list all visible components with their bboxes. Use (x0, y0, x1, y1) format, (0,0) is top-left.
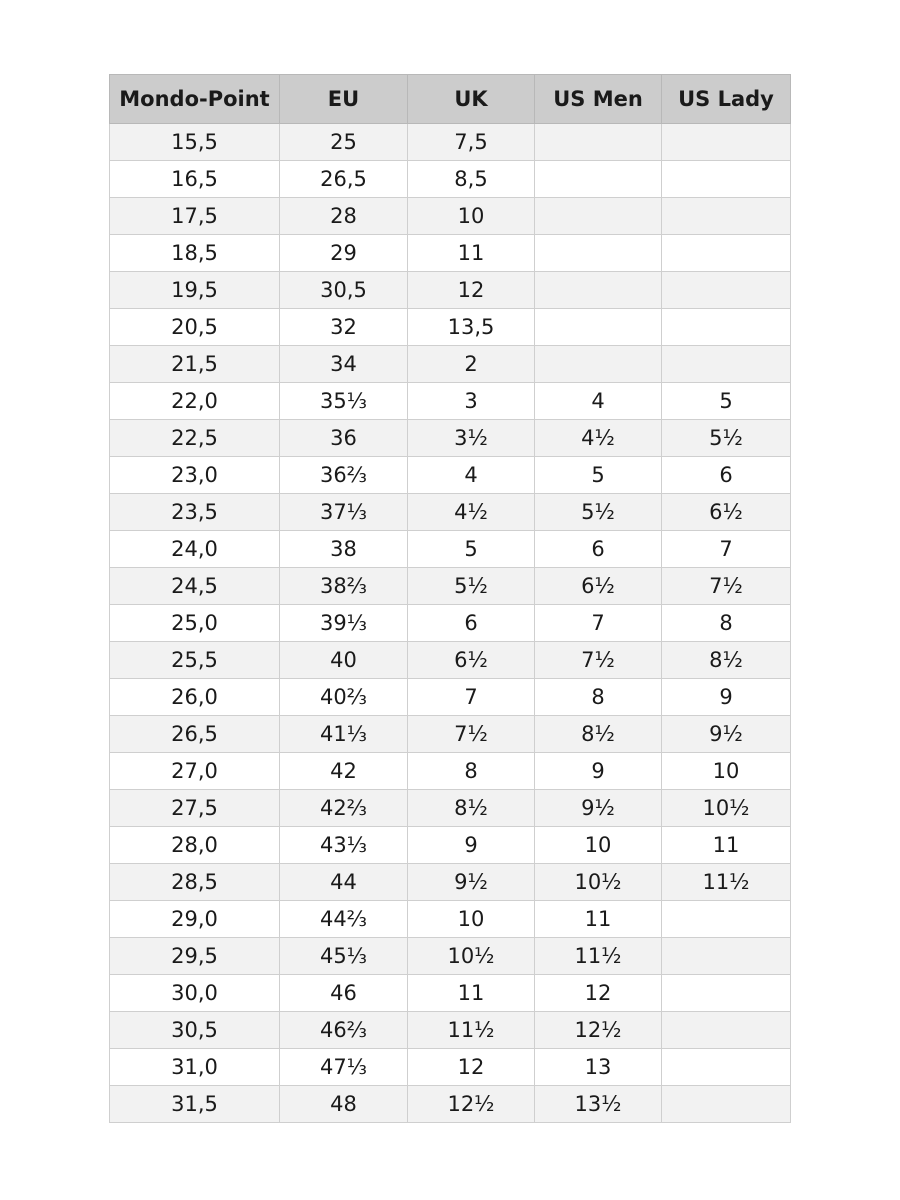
cell-uk: 7½ (408, 716, 535, 753)
cell-us-men: 9 (535, 753, 662, 790)
cell-us-men: 6 (535, 531, 662, 568)
cell-mondo-point: 16,5 (110, 161, 280, 198)
cell-us-men: 5½ (535, 494, 662, 531)
cell-us-men: 7½ (535, 642, 662, 679)
cell-mondo-point: 27,5 (110, 790, 280, 827)
cell-uk: 9 (408, 827, 535, 864)
cell-mondo-point: 23,5 (110, 494, 280, 531)
table-body (110, 124, 791, 1123)
cell-eu: 35⅓ (280, 383, 408, 420)
cell-us-lady: 8 (662, 605, 791, 642)
cell-mondo-point: 25,5 (110, 642, 280, 679)
cell-uk: 12 (408, 272, 535, 309)
cell-us-men: 5 (535, 457, 662, 494)
cell-us-men: 13 (535, 1049, 662, 1086)
cell-uk: 4 (408, 457, 535, 494)
cell-us-lady: 7½ (662, 568, 791, 605)
table-row (110, 1086, 791, 1123)
cell-us-lady: 10 (662, 753, 791, 790)
cell-eu: 38 (280, 531, 408, 568)
cell-us-lady: 7 (662, 531, 791, 568)
cell-eu: 43⅓ (280, 827, 408, 864)
cell-us-men (535, 161, 662, 198)
cell-mondo-point: 28,5 (110, 864, 280, 901)
cell-eu: 28 (280, 198, 408, 235)
cell-us-lady (662, 1012, 791, 1049)
cell-mondo-point: 29,0 (110, 901, 280, 938)
cell-us-men: 10½ (535, 864, 662, 901)
cell-us-lady: 9½ (662, 716, 791, 753)
cell-us-men: 12 (535, 975, 662, 1012)
cell-us-lady: 11 (662, 827, 791, 864)
cell-mondo-point: 18,5 (110, 235, 280, 272)
cell-us-men: 6½ (535, 568, 662, 605)
table-row (110, 1012, 791, 1049)
cell-us-lady (662, 938, 791, 975)
cell-us-lady (662, 1086, 791, 1123)
cell-eu: 25 (280, 124, 408, 161)
table-row (110, 568, 791, 605)
cell-eu: 42⅔ (280, 790, 408, 827)
cell-uk: 10 (408, 901, 535, 938)
table-row (110, 235, 791, 272)
cell-us-men: 9½ (535, 790, 662, 827)
cell-eu: 48 (280, 1086, 408, 1123)
table-row (110, 272, 791, 309)
cell-us-lady: 6 (662, 457, 791, 494)
cell-uk: 10 (408, 198, 535, 235)
cell-us-men: 8 (535, 679, 662, 716)
cell-uk: 3½ (408, 420, 535, 457)
cell-eu: 44 (280, 864, 408, 901)
cell-eu: 44⅔ (280, 901, 408, 938)
table-row (110, 901, 791, 938)
cell-us-men: 4 (535, 383, 662, 420)
cell-us-men (535, 124, 662, 161)
table-row (110, 1049, 791, 1086)
cell-us-lady (662, 1049, 791, 1086)
cell-us-men (535, 309, 662, 346)
table-row (110, 975, 791, 1012)
cell-eu: 40 (280, 642, 408, 679)
cell-uk: 12 (408, 1049, 535, 1086)
table-row (110, 716, 791, 753)
cell-us-lady (662, 975, 791, 1012)
cell-uk: 5 (408, 531, 535, 568)
cell-mondo-point: 30,0 (110, 975, 280, 1012)
cell-mondo-point: 19,5 (110, 272, 280, 309)
cell-uk: 11 (408, 235, 535, 272)
cell-mondo-point: 24,5 (110, 568, 280, 605)
cell-us-lady: 11½ (662, 864, 791, 901)
cell-us-lady (662, 272, 791, 309)
cell-mondo-point: 25,0 (110, 605, 280, 642)
cell-us-lady (662, 309, 791, 346)
table-row (110, 753, 791, 790)
cell-us-men (535, 272, 662, 309)
table-row (110, 124, 791, 161)
table-row (110, 457, 791, 494)
cell-uk: 7,5 (408, 124, 535, 161)
cell-mondo-point: 22,0 (110, 383, 280, 420)
cell-uk: 6½ (408, 642, 535, 679)
table-row (110, 938, 791, 975)
table-row (110, 864, 791, 901)
cell-us-men (535, 198, 662, 235)
cell-eu: 36 (280, 420, 408, 457)
cell-eu: 41⅓ (280, 716, 408, 753)
cell-us-men: 4½ (535, 420, 662, 457)
header-row (110, 75, 791, 124)
cell-mondo-point: 20,5 (110, 309, 280, 346)
cell-mondo-point: 29,5 (110, 938, 280, 975)
cell-uk: 13,5 (408, 309, 535, 346)
cell-mondo-point: 28,0 (110, 827, 280, 864)
cell-us-lady: 5½ (662, 420, 791, 457)
table-row (110, 679, 791, 716)
table-row (110, 642, 791, 679)
cell-us-lady (662, 124, 791, 161)
cell-us-lady: 10½ (662, 790, 791, 827)
table-header (110, 75, 791, 124)
size-conversion-table (109, 74, 791, 1123)
cell-eu: 30,5 (280, 272, 408, 309)
header-mondo-point: Mondo-Point (110, 75, 280, 124)
header-uk: UK (408, 75, 535, 124)
cell-us-lady (662, 346, 791, 383)
cell-uk: 5½ (408, 568, 535, 605)
cell-uk: 11½ (408, 1012, 535, 1049)
table-row (110, 531, 791, 568)
cell-eu: 45⅓ (280, 938, 408, 975)
cell-us-lady: 8½ (662, 642, 791, 679)
cell-us-men: 12½ (535, 1012, 662, 1049)
cell-uk: 9½ (408, 864, 535, 901)
cell-uk: 8 (408, 753, 535, 790)
cell-eu: 46 (280, 975, 408, 1012)
table-row (110, 198, 791, 235)
table-row (110, 309, 791, 346)
header-us-men: US Men (535, 75, 662, 124)
cell-us-lady: 9 (662, 679, 791, 716)
cell-eu: 42 (280, 753, 408, 790)
table-row (110, 494, 791, 531)
table-row (110, 161, 791, 198)
cell-eu: 40⅔ (280, 679, 408, 716)
cell-us-men: 10 (535, 827, 662, 864)
cell-us-lady (662, 161, 791, 198)
cell-us-lady: 6½ (662, 494, 791, 531)
cell-mondo-point: 24,0 (110, 531, 280, 568)
cell-uk: 11 (408, 975, 535, 1012)
cell-mondo-point: 23,0 (110, 457, 280, 494)
cell-us-men (535, 346, 662, 383)
cell-mondo-point: 31,5 (110, 1086, 280, 1123)
cell-eu: 38⅔ (280, 568, 408, 605)
cell-us-lady (662, 901, 791, 938)
cell-us-lady (662, 235, 791, 272)
cell-uk: 10½ (408, 938, 535, 975)
cell-mondo-point: 21,5 (110, 346, 280, 383)
cell-eu: 29 (280, 235, 408, 272)
cell-mondo-point: 26,5 (110, 716, 280, 753)
cell-mondo-point: 31,0 (110, 1049, 280, 1086)
cell-mondo-point: 30,5 (110, 1012, 280, 1049)
cell-uk: 7 (408, 679, 535, 716)
table-row (110, 420, 791, 457)
cell-eu: 46⅔ (280, 1012, 408, 1049)
table-row (110, 346, 791, 383)
cell-us-men (535, 235, 662, 272)
cell-mondo-point: 15,5 (110, 124, 280, 161)
cell-uk: 6 (408, 605, 535, 642)
header-us-lady: US Lady (662, 75, 791, 124)
cell-us-men: 11½ (535, 938, 662, 975)
cell-uk: 4½ (408, 494, 535, 531)
header-eu: EU (280, 75, 408, 124)
cell-mondo-point: 17,5 (110, 198, 280, 235)
cell-eu: 36⅔ (280, 457, 408, 494)
cell-us-men: 11 (535, 901, 662, 938)
table-row (110, 790, 791, 827)
cell-mondo-point: 27,0 (110, 753, 280, 790)
cell-us-men: 8½ (535, 716, 662, 753)
cell-eu: 47⅓ (280, 1049, 408, 1086)
table-row (110, 827, 791, 864)
cell-eu: 34 (280, 346, 408, 383)
cell-uk: 2 (408, 346, 535, 383)
cell-mondo-point: 26,0 (110, 679, 280, 716)
cell-uk: 12½ (408, 1086, 535, 1123)
cell-eu: 26,5 (280, 161, 408, 198)
table-row (110, 605, 791, 642)
cell-eu: 37⅓ (280, 494, 408, 531)
cell-us-men: 7 (535, 605, 662, 642)
cell-us-lady (662, 198, 791, 235)
cell-uk: 8½ (408, 790, 535, 827)
cell-us-lady: 5 (662, 383, 791, 420)
cell-mondo-point: 22,5 (110, 420, 280, 457)
cell-eu: 32 (280, 309, 408, 346)
table-row (110, 383, 791, 420)
cell-us-men: 13½ (535, 1086, 662, 1123)
cell-uk: 8,5 (408, 161, 535, 198)
cell-eu: 39⅓ (280, 605, 408, 642)
cell-uk: 3 (408, 383, 535, 420)
